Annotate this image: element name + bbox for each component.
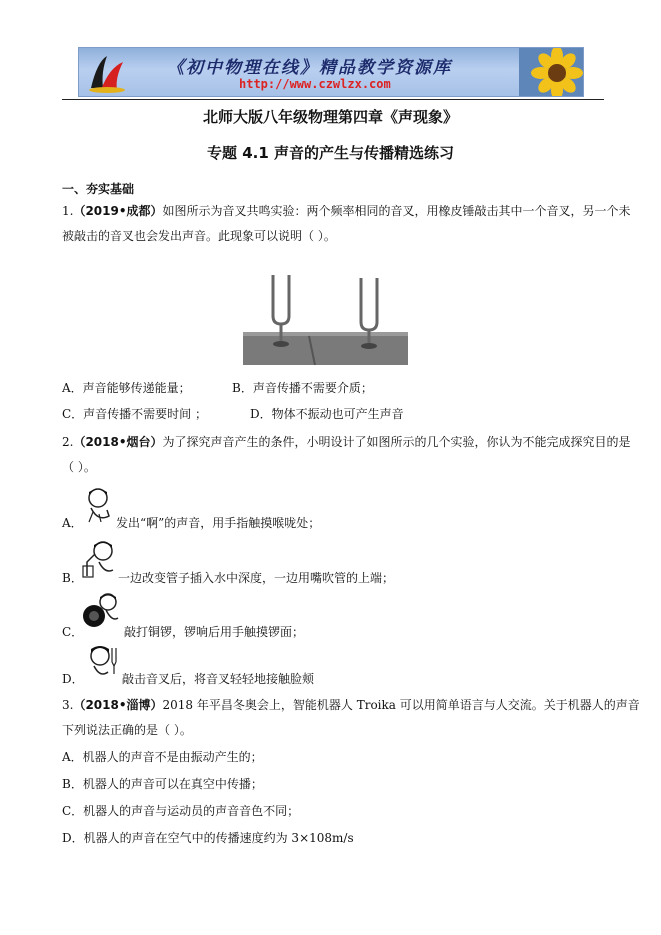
tuning-fork-image bbox=[243, 270, 408, 365]
q2-option-d-label: D． bbox=[62, 672, 84, 686]
q1-option-c: C．声音传播不需要时间 ； bbox=[62, 407, 207, 421]
q1-line1 bbox=[62, 203, 631, 219]
q1-source: （2019•成都） bbox=[73, 204, 163, 218]
q2-option-a-text: 发出“啊”的声音，用手指触摸喉咙处； bbox=[116, 516, 321, 530]
q1-option-b: B．声音传播不需要介质； bbox=[232, 381, 373, 395]
header-rule bbox=[62, 99, 604, 100]
q3-option-a: A．机器人的声音不是由振动产生的； bbox=[62, 750, 263, 764]
boy-gong-icon bbox=[82, 592, 120, 630]
q2-option-a-label: A． bbox=[62, 516, 83, 530]
q3-source: （2018•淄博） bbox=[73, 698, 163, 712]
q2-option-d bbox=[62, 671, 315, 687]
q2-option-d-text: 敲击音叉后，将音叉轻轻地接触脸颊 bbox=[122, 672, 315, 686]
banner-url: http://www.czwlzx.com bbox=[239, 77, 391, 91]
q3-number: 3. bbox=[62, 698, 74, 712]
q3-text-line1: 2018 年平昌冬奥会上，智能机器人 Troika 可以用简单语言与人交流。关于机器人的声音 bbox=[162, 698, 640, 712]
q2-option-c bbox=[62, 624, 305, 640]
q2-line1 bbox=[62, 434, 631, 450]
q2-text-line2: （ ）。 bbox=[62, 460, 96, 474]
q2-option-b-label: B． bbox=[62, 571, 83, 585]
document-subtitle: 专题 4.1 声音的产生与传播精选练习 bbox=[206, 144, 455, 162]
boy-tuning-fork-icon bbox=[82, 642, 120, 680]
q1-option-d: D．物体不振动也可产生声音 bbox=[250, 407, 404, 421]
boy-blowing-pipe-icon bbox=[81, 540, 119, 578]
q1-option-row1 bbox=[62, 380, 373, 396]
q1-number: 1. bbox=[62, 204, 74, 218]
header-banner bbox=[78, 47, 584, 97]
q2-option-b-text: 一边改变管子插入水中深度，一边用嘴吹管的上端； bbox=[118, 571, 395, 585]
q3-option-d: D．机器人的声音在空气中的传播速度约为 3×108m/s bbox=[62, 831, 354, 845]
q2-text-line1: 为了探究声音产生的条件，小明设计了如图所示的几个实验，你认为不能完成探究目的是 bbox=[162, 435, 631, 449]
q3-line1 bbox=[62, 697, 640, 713]
q3-text-line2: 下列说法正确的是（ ）。 bbox=[62, 723, 192, 737]
q2-option-c-text: 敲打铜锣，锣响后用手触摸锣面； bbox=[124, 625, 305, 639]
site-logo-icon bbox=[87, 52, 127, 94]
document-title: 北师大版八年级物理第四章《声现象》 bbox=[202, 108, 458, 126]
q1-option-a: A．声音能够传递能量； bbox=[62, 381, 191, 395]
q3-option-c: C．机器人的声音与运动员的声音音色不同； bbox=[62, 804, 300, 818]
q2-source: （2018•烟台） bbox=[73, 435, 163, 449]
q1-text-line1: 如图所示为音叉共鸣实验：两个频率相同的音叉，用橡皮锤敲击其中一个音叉，另一个未 bbox=[162, 204, 631, 218]
boy-speaking-icon bbox=[79, 486, 117, 524]
q2-option-b bbox=[62, 570, 395, 586]
q2-option-c-label: C． bbox=[62, 625, 84, 639]
banner-title: 《初中物理在线》精品教学资源库 bbox=[167, 58, 452, 78]
sunflower-icon bbox=[519, 48, 583, 97]
section-heading: 一、夯实基础 bbox=[62, 182, 135, 196]
q2-option-a bbox=[62, 515, 321, 531]
q1-text-line2: 被敲击的音叉也会发出声音。此现象可以说明（ ）。 bbox=[62, 229, 336, 243]
q3-option-b: B．机器人的声音可以在真空中传播； bbox=[62, 777, 263, 791]
q2-number: 2. bbox=[62, 435, 74, 449]
q1-option-row2 bbox=[62, 406, 404, 422]
